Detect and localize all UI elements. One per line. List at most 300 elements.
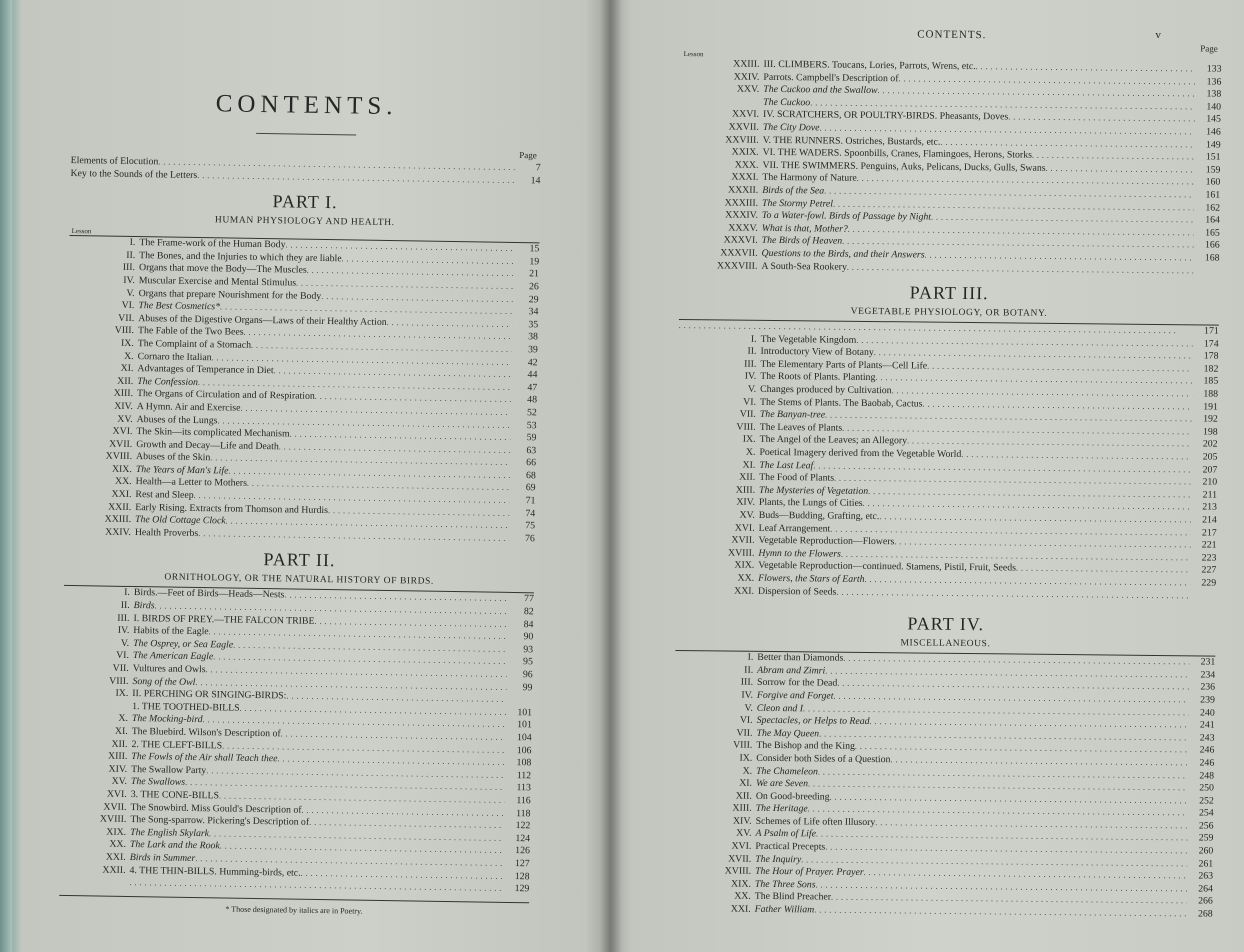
lesson-number: VII. <box>736 727 753 739</box>
lesson-number: XII. <box>111 738 128 750</box>
lesson-label: Lesson <box>71 227 92 236</box>
page-ref: 160 <box>1205 176 1221 188</box>
page-ref: 122 <box>515 820 531 832</box>
lesson-number: I. <box>747 651 754 663</box>
lesson-title: The Best Cosmetics* <box>138 300 221 313</box>
lesson-title: We are Seven <box>755 777 809 790</box>
lesson-number: III. <box>117 612 130 624</box>
lesson-number <box>62 708 132 709</box>
part-2-list <box>59 585 534 896</box>
page-ref: 161 <box>1205 189 1221 201</box>
lesson-number: XVIII. <box>724 865 752 878</box>
lesson-title: The Leaves of Plants <box>759 421 843 434</box>
page-ref: 99 <box>522 681 533 693</box>
lesson-title: The Lark and the Rook <box>129 839 220 852</box>
lesson-title: Birds in Summer <box>129 851 196 864</box>
page-ref: 149 <box>1205 139 1221 151</box>
lesson-title: The Fowls of the Air shall Teach thee <box>131 751 278 765</box>
part-3-subheading: VEGETABLE PHYSIOLOGY, OR BOTANY. <box>850 306 1048 319</box>
page-ref: 164 <box>1205 214 1220 226</box>
page-ref: 124 <box>515 832 531 845</box>
lesson-title: The Organs of Circulation and of Respiration <box>136 388 315 403</box>
lesson-title: The Roots of Plants. Planting <box>760 371 876 384</box>
part-1-subheading: HUMAN PHYSIOLOGY AND HEALTH. <box>214 215 395 229</box>
lesson-number: XX. <box>737 572 755 584</box>
part-3-list <box>676 333 1219 603</box>
page-ref: 128 <box>514 870 530 882</box>
lesson-number: XV. <box>117 413 133 425</box>
page-ref: 239 <box>1200 694 1215 706</box>
lesson-number: XXXVII. <box>720 247 758 259</box>
page-ref: 191 <box>1203 401 1219 413</box>
lesson-number: XXIX. <box>731 146 759 158</box>
lesson-number: XXIV. <box>733 71 760 83</box>
page-ref: 246 <box>1199 757 1215 769</box>
lesson-title: The Cuckoo and the Swallow <box>763 84 878 97</box>
title-rule <box>256 133 356 136</box>
lesson-number: XII. <box>117 375 134 387</box>
page-ref: 231 <box>1200 656 1216 668</box>
page-ref: 178 <box>1203 350 1219 362</box>
lesson-title: Abram and Zimri <box>757 664 826 677</box>
lesson-number: XIII. <box>113 388 134 400</box>
lesson-title: The Elementary Parts of Plants—Cell Life <box>760 358 928 372</box>
lesson-title: VII. THE SWIMMERS. Penguins, Auks, Pelicans, Ducks, Gulls, Swans <box>762 159 1046 174</box>
page-ref: 69 <box>525 482 536 494</box>
lesson-title: The Bishop and the King <box>756 740 855 753</box>
lesson-title: Poetical Imagery derived from the Vegetable World <box>759 446 962 460</box>
page-ref: 133 <box>1206 63 1222 75</box>
dot-leader <box>814 904 1187 920</box>
lesson-title: The May Queen <box>756 727 820 740</box>
page-ref: 48 <box>527 394 538 406</box>
lesson-number: XXVIII. <box>725 134 759 146</box>
lesson-title: 2. THE CLEFT-BILLS <box>131 738 223 752</box>
lesson-title: VI. THE WADERS. Spoonbills, Cranes, Flamingoes, Herons, Storks <box>762 147 1032 161</box>
lesson-number: XXV. <box>736 83 760 96</box>
lesson-number: VIII. <box>109 675 129 687</box>
lesson-number: XI. <box>739 777 753 789</box>
lesson-title: On Good-breeding <box>755 790 830 803</box>
page-ref: 210 <box>1202 476 1218 488</box>
lesson-title: The Mocking-bird <box>131 713 203 726</box>
lesson-title: Spectacles, or Helps to Read <box>756 714 870 728</box>
lesson-title: Schemes of Life often Illusory <box>755 815 876 828</box>
page-ref: 268 <box>1197 908 1213 920</box>
lesson-title: Abuses of the Lungs <box>136 413 218 426</box>
lesson-title: The Stems of Plants. The Baobab, Cactus <box>759 396 923 410</box>
page-ref: 266 <box>1198 895 1213 908</box>
lesson-number: XXXIV. <box>725 209 759 221</box>
lesson-title: 1. THE TOOTHED-BILLS <box>132 700 240 714</box>
lesson-title: The Frame-work of the Human Body <box>139 237 286 251</box>
lesson-number: III. <box>122 262 136 274</box>
lesson-title: Better than Diamonds <box>757 651 844 664</box>
page-ref: 198 <box>1202 426 1218 438</box>
lesson-title: Abuses of the Skin <box>135 451 211 464</box>
lesson-number: XXXII. <box>727 184 759 196</box>
lesson-number: II. <box>126 249 136 261</box>
page-ref: 118 <box>516 807 531 819</box>
lesson-title: The Harmony of Nature <box>762 172 857 185</box>
book-gutter <box>600 0 622 952</box>
lesson-number: XI. <box>120 362 134 375</box>
lesson-title: The Last Leaf <box>759 459 814 472</box>
lesson-number: XIII. <box>735 484 756 496</box>
page-ref: 213 <box>1202 501 1217 514</box>
lesson-number: VI. <box>121 299 135 312</box>
page-ref: 126 <box>515 845 530 857</box>
page-ref: 264 <box>1198 883 1213 895</box>
page-ref: 84 <box>523 618 534 630</box>
lesson-title: Rest and Sleep <box>135 489 194 502</box>
part-4-heading: PART IV. <box>907 613 985 635</box>
lesson-number: VI. <box>739 714 753 726</box>
page-ref: 136 <box>1206 76 1222 88</box>
page-ref: 151 <box>1205 151 1221 163</box>
page-ref: 112 <box>516 769 532 782</box>
page-ref: 138 <box>1206 88 1222 100</box>
lesson-number: XVI. <box>112 425 133 438</box>
lesson-title: Birds.—Feet of Birds—Heads—Nests <box>133 587 285 601</box>
lesson-number: IX. <box>742 434 756 446</box>
lesson-number: XXXV. <box>728 222 758 234</box>
page-ref: 75 <box>525 520 536 532</box>
lesson-number: XXXIII. <box>724 196 759 209</box>
lesson-number: XXI. <box>730 903 751 915</box>
page-ref: 74 <box>525 507 536 519</box>
lesson-number: IV. <box>117 625 130 637</box>
page-ref: 259 <box>1198 832 1214 845</box>
lesson-title: 3. THE CONE-BILLS <box>130 788 220 802</box>
lesson-number: XXIV. <box>105 526 131 538</box>
lesson-number: XI. <box>114 725 128 737</box>
part-4-subheading: MISCELLANEOUS. <box>900 638 991 650</box>
part-1-heading: PART I. <box>272 191 338 213</box>
lesson-number: XVI. <box>731 840 752 852</box>
page-ref: 21 <box>529 268 540 280</box>
lesson-title: Plants, the Lungs of Cities <box>758 497 863 510</box>
lesson-number: VII. <box>118 312 135 324</box>
lesson-number: X. <box>742 765 753 777</box>
page-ref: 34 <box>528 306 539 318</box>
lesson-title: Questions to the Birds, and their Answers <box>761 247 925 261</box>
lesson-number: XXX. <box>734 159 759 171</box>
page-ref: 19 <box>529 255 540 268</box>
page-number: v <box>1155 28 1162 42</box>
page-ref: 66 <box>526 457 537 469</box>
page-ref: 68 <box>525 470 536 482</box>
lesson-title: The American Eagle <box>132 650 214 663</box>
page-ref: 113 <box>516 782 531 794</box>
page-ref: 211 <box>1202 489 1218 501</box>
lesson-title: What is that, Mother? <box>761 222 848 235</box>
lesson-title: To a Water-fowl. Birds of Passage by Night <box>761 209 932 223</box>
lesson-title: The Inquiry <box>755 853 802 865</box>
lesson-title: The Osprey, or Sea Eagle <box>133 637 234 651</box>
page-ref: 39 <box>527 344 538 356</box>
lesson-number: XXIII. <box>104 513 132 526</box>
lesson-title: The Birds of Heaven <box>761 235 843 248</box>
lesson-title: Habits of the Eagle <box>133 625 209 638</box>
part-4-list <box>673 650 1216 921</box>
page-ref: 53 <box>526 419 537 431</box>
lesson-number: I. <box>124 587 131 599</box>
lesson-number: XVII. <box>103 801 127 813</box>
lesson-number: VI. <box>743 396 757 408</box>
page-ref: 171 <box>1204 325 1219 337</box>
lesson-number: XIV. <box>114 400 133 412</box>
lesson-title: Early Rising. Extracts from Thomson and Hurdis <box>135 501 329 516</box>
lesson-number: XX. <box>734 891 751 903</box>
page-ref: 101 <box>517 719 532 731</box>
page-ref: 15 <box>529 243 540 255</box>
lesson-number: III. <box>744 358 757 370</box>
left-page-content <box>59 78 542 918</box>
lesson-title: A Psalm of Life <box>755 828 817 840</box>
page-ref: 240 <box>1200 706 1215 719</box>
lesson-title: Song of the Owl <box>132 675 196 688</box>
lesson-title: Abuses of the Digestive Organs—Laws of their Healthy Action <box>138 312 387 328</box>
part-3-heading: PART III. <box>909 282 989 304</box>
lesson-title: Sorrow for the Dead <box>757 677 838 690</box>
lesson-number: XXII. <box>108 501 132 513</box>
lesson-number: XXIII. <box>733 58 760 70</box>
page-ref: 59 <box>526 432 537 444</box>
lesson-number: XXI. <box>111 488 132 501</box>
page-ref: 7 <box>535 162 541 174</box>
lesson-title: The Banyan-tree <box>759 409 826 421</box>
lesson-title: V. THE RUNNERS. Ostriches, Bustards, etc. <box>762 134 941 148</box>
lesson-title: Birds of the Sea <box>762 184 825 197</box>
lesson-title: A Hymn. Air and Exercise <box>136 400 241 414</box>
page-ref: 260 <box>1198 845 1214 857</box>
lesson-title: Vegetable Reproduction—Flowers <box>758 535 895 548</box>
lesson-title: IV. SCRATCHERS, OR POULTRY-BIRDS. Pheasants, Doves <box>762 109 1009 123</box>
page-ref: 168 <box>1204 252 1220 264</box>
lesson-title: The Chameleon <box>756 765 818 777</box>
page-ref: 82 <box>523 606 534 618</box>
intro-list <box>70 155 540 188</box>
lesson-title: Birds <box>133 600 155 612</box>
lesson-number: XXXVI. <box>723 234 758 247</box>
page-ref: 116 <box>516 795 531 807</box>
lesson-number: X. <box>118 713 129 725</box>
contents-title: CONTENTS. <box>215 90 398 121</box>
lesson-number: XVI. <box>734 522 755 534</box>
lesson-number: VIII. <box>736 421 756 433</box>
page-ref: 29 <box>528 293 539 305</box>
lesson-number: XII. <box>739 471 756 484</box>
page-ref: 207 <box>1202 464 1218 476</box>
lesson-title: Advantages of Temperance in Diet <box>137 363 274 377</box>
page-ref: 234 <box>1200 669 1216 681</box>
page-ref: 146 <box>1206 126 1221 138</box>
page-ref: 108 <box>516 757 532 769</box>
page-ref: 227 <box>1201 564 1217 576</box>
lesson-title: Muscular Exercise and Mental Stimulus <box>138 275 297 289</box>
lesson-title: The Heritage <box>755 803 808 815</box>
lesson-number: XXI. <box>734 585 755 597</box>
lesson-title: I. BIRDS OF PREY.—THE FALCON TRIBE <box>133 612 315 627</box>
lesson-title: The Angel of the Leaves; an Allegory <box>759 434 908 447</box>
lesson-number: XV. <box>111 776 128 788</box>
lesson-number: XIII. <box>732 802 752 815</box>
lesson-number: XVI. <box>106 788 127 800</box>
page-ref: 129 <box>514 883 530 895</box>
lesson-number: V. <box>120 637 130 649</box>
right-page-content <box>673 20 1222 921</box>
part-2-heading: PART II. <box>263 549 336 571</box>
lesson-number: XX. <box>114 476 132 488</box>
lesson-number: XXII. <box>102 864 126 876</box>
lesson-title: Health Proverbs <box>134 526 199 539</box>
lesson-number: XIX. <box>106 826 127 838</box>
lesson-title: The Old Cottage Clock <box>134 514 226 527</box>
page-ref: 246 <box>1199 744 1215 756</box>
lesson-number: XIX. <box>734 559 755 572</box>
lesson-title: The Complaint of a Stomach <box>137 338 252 351</box>
page-ref: 263 <box>1198 870 1214 882</box>
book-edge <box>0 0 12 952</box>
lesson-number: I. <box>129 237 136 249</box>
lesson-number: VIII. <box>114 325 135 337</box>
lesson-title: Organs that move the Body—The Muscles <box>138 262 307 277</box>
lesson-number: XVIII. <box>727 547 755 559</box>
lesson-label-right: Lesson <box>683 50 704 59</box>
page-ref: 254 <box>1198 807 1214 819</box>
lesson-number: IV. <box>741 689 753 701</box>
page-ref: 229 <box>1201 577 1217 589</box>
page-ref: 63 <box>526 444 537 457</box>
page-ref: 174 <box>1203 338 1219 350</box>
lesson-number: XVII. <box>731 534 755 546</box>
right-page <box>610 0 1244 952</box>
lesson-title: Growth and Decay—Life and Death <box>136 438 279 452</box>
lesson-title: Cleon and I <box>756 702 804 714</box>
part-2-continued-list <box>679 58 1221 278</box>
lesson-number: XXVII. <box>728 121 759 133</box>
lesson-title: Elements of Elocution <box>70 154 159 168</box>
lesson-title: The Vegetable Kingdom <box>760 333 857 346</box>
lesson-number: II. <box>120 599 130 612</box>
lesson-title: Vegetable Reproduction—continued. Stamens, Pistil, Fruit, Seeds <box>758 560 1017 574</box>
lesson-number: XV. <box>736 828 752 840</box>
page-ref: 42 <box>527 356 538 368</box>
lesson-title: Flowers, the Stars of Earth <box>758 572 865 585</box>
page-ref: 159 <box>1205 164 1221 176</box>
lesson-number: XIX. <box>111 463 132 475</box>
page-ref: 95 <box>522 656 533 668</box>
lesson-number: XXXVIII. <box>716 259 758 272</box>
page-ref: 106 <box>516 744 532 756</box>
page-ref: 223 <box>1201 552 1217 564</box>
page-ref: 96 <box>522 669 533 681</box>
lesson-number: V. <box>744 702 753 714</box>
page-ref: 26 <box>528 281 539 293</box>
page-ref: 44 <box>527 369 538 381</box>
lesson-number: III. <box>740 676 754 689</box>
lesson-number: IV. <box>123 274 135 286</box>
page-label-right: Page <box>1200 43 1218 54</box>
lesson-number: V. <box>747 383 757 395</box>
page-ref: 52 <box>526 407 537 419</box>
page-ref: 241 <box>1199 719 1215 731</box>
page-ref: 261 <box>1198 858 1214 870</box>
lesson-number: XI. <box>742 459 756 471</box>
lesson-number: V. <box>126 287 135 299</box>
left-page <box>0 0 610 952</box>
lesson-title: The Three Sons <box>754 878 816 891</box>
lesson-title: Buds—Budding, Grafting, etc. <box>758 509 880 523</box>
lesson-title: Parrots. Campbell's Description of <box>763 71 899 84</box>
page-ref: 185 <box>1203 375 1219 388</box>
page-ref: 140 <box>1206 101 1222 113</box>
part-2-subheading: ORNITHOLOGY, OR THE NATURAL HISTORY OF BIRDS. <box>164 572 435 588</box>
lesson-title: The Hour of Prayer. Prayer <box>755 866 864 879</box>
lesson-title: The Bluebird. Wilson's Description of <box>131 725 281 740</box>
lesson-number: XVII. <box>109 438 133 450</box>
lesson-number: II. <box>744 664 754 676</box>
lesson-title: Hymn to the Flowers <box>758 547 841 560</box>
lesson-number <box>59 884 129 885</box>
page-ref: 182 <box>1203 363 1219 375</box>
lesson-number: X. <box>745 446 756 458</box>
page-ref: 47 <box>527 381 538 394</box>
lesson-number: XIII. <box>107 750 128 763</box>
lesson-title: The Blind Preacher <box>754 891 832 904</box>
lesson-number: VII. <box>112 662 129 674</box>
page-ref: 77 <box>523 593 534 605</box>
page-ref: 165 <box>1205 227 1220 239</box>
part-1-list <box>65 235 540 546</box>
page-ref: 248 <box>1199 769 1215 782</box>
page-ref: 71 <box>525 495 536 507</box>
lesson-title: Forgive and Forget <box>756 689 834 702</box>
lesson-title: III. CLIMBERS. Toucans, Lories, Parrots, Wrens, etc. <box>763 58 976 73</box>
lesson-number: XXVI. <box>732 108 760 121</box>
page-label: Page <box>519 150 537 161</box>
lesson-title: Practical Precepts <box>755 840 826 853</box>
lesson-title: The Skin—its complicated Mechanism <box>136 426 290 440</box>
lesson-number: XX. <box>109 838 127 851</box>
lesson-number: X. <box>124 350 134 362</box>
page-ref: 145 <box>1206 113 1222 126</box>
lesson-title: Health—a Letter to Mothers <box>135 476 248 490</box>
lesson-title: The Song-sparrow. Pickering's Description of <box>130 814 310 828</box>
lesson-title: II. PERCHING OR SINGING-BIRDS: <box>132 688 287 702</box>
lesson-title: The Fable of the Two Bees <box>137 325 244 339</box>
page-ref: 35 <box>528 318 539 331</box>
lesson-number: II. <box>747 345 757 358</box>
lesson-title: The English Skylark <box>130 826 210 839</box>
lesson-title: Father William <box>754 903 815 916</box>
lesson-title: The Snowbird. Miss Gould's Description of <box>130 801 302 816</box>
lesson-number: XXI. <box>105 851 126 863</box>
page-ref: 188 <box>1203 388 1219 400</box>
page-ref: 217 <box>1201 527 1217 539</box>
lesson-number: XIV. <box>732 815 752 827</box>
lesson-title: A South-Sea Rookery <box>761 260 847 273</box>
lesson-title: The Bones, and the Injuries to which they are liable <box>139 249 342 265</box>
lesson-number: XV. <box>739 509 755 521</box>
lesson-title: The Food of Plants <box>759 472 835 484</box>
lesson-title: Leaf Arrangement <box>758 522 831 535</box>
lesson-title: The Swallows <box>130 776 186 789</box>
lesson-number: XVIII. <box>99 813 127 826</box>
lesson-title: The Years of Man's Life <box>135 463 229 477</box>
lesson-number: VI. <box>116 650 130 662</box>
